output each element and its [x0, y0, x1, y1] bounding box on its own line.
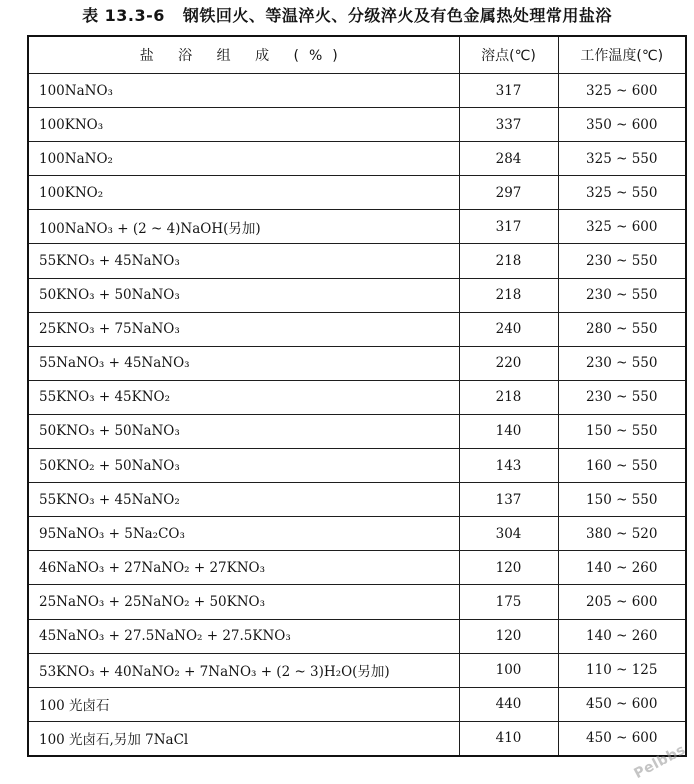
cell-composition: 55NaNO₃ + 45NaNO₃ [28, 346, 459, 380]
cell-working-temp: 230 ~ 550 [558, 380, 686, 414]
cell-working-temp: 350 ~ 600 [558, 108, 686, 142]
cell-composition: 50KNO₃ + 50NaNO₃ [28, 414, 459, 448]
cell-composition: 100NaNO₃ [28, 74, 459, 108]
salt-bath-table [27, 35, 687, 757]
cell-melting-point: 304 [459, 517, 558, 551]
table-number: 表 13.3-6 [82, 6, 165, 25]
cell-working-temp: 325 ~ 550 [558, 176, 686, 210]
table-row [28, 380, 686, 414]
table-row [28, 687, 686, 721]
cell-melting-point: 440 [459, 687, 558, 721]
cell-melting-point: 100 [459, 653, 558, 687]
cell-working-temp: 325 ~ 550 [558, 142, 686, 176]
cell-working-temp: 160 ~ 550 [558, 449, 686, 483]
cell-melting-point: 143 [459, 449, 558, 483]
cell-working-temp: 230 ~ 550 [558, 244, 686, 278]
cell-composition: 50KNO₃ + 50NaNO₃ [28, 278, 459, 312]
cell-working-temp: 140 ~ 260 [558, 619, 686, 653]
table-row [28, 483, 686, 517]
cell-composition: 100 光卤石 [28, 687, 459, 721]
cell-melting-point: 137 [459, 483, 558, 517]
table-row [28, 653, 686, 687]
cell-working-temp: 450 ~ 600 [558, 721, 686, 756]
cell-working-temp: 230 ~ 550 [558, 346, 686, 380]
cell-melting-point: 297 [459, 176, 558, 210]
table-row [28, 312, 686, 346]
cell-melting-point: 120 [459, 619, 558, 653]
table-row [28, 517, 686, 551]
table-row [28, 551, 686, 585]
cell-composition: 55KNO₃ + 45NaNO₂ [28, 483, 459, 517]
cell-melting-point: 337 [459, 108, 558, 142]
cell-working-temp: 230 ~ 550 [558, 278, 686, 312]
header-composition: 盐 浴 组 成 (%) [28, 36, 459, 74]
table-row [28, 449, 686, 483]
cell-composition: 95NaNO₃ + 5Na₂CO₃ [28, 517, 459, 551]
cell-composition: 100NaNO₂ [28, 142, 459, 176]
cell-working-temp: 380 ~ 520 [558, 517, 686, 551]
cell-melting-point: 218 [459, 380, 558, 414]
cell-melting-point: 220 [459, 346, 558, 380]
table-row [28, 244, 686, 278]
table-row [28, 346, 686, 380]
table-row [28, 721, 686, 756]
cell-composition: 100KNO₂ [28, 176, 459, 210]
table-row [28, 176, 686, 210]
cell-working-temp: 150 ~ 550 [558, 414, 686, 448]
cell-working-temp: 280 ~ 550 [558, 312, 686, 346]
cell-composition: 25NaNO₃ + 25NaNO₂ + 50KNO₃ [28, 585, 459, 619]
cell-composition: 53KNO₃ + 40NaNO₂ + 7NaNO₃ + (2 ~ 3)H₂O(另加) [28, 653, 459, 687]
cell-melting-point: 240 [459, 312, 558, 346]
cell-composition: 55KNO₃ + 45NaNO₃ [28, 244, 459, 278]
cell-melting-point: 140 [459, 414, 558, 448]
header-melting-point: 溶点(℃) [459, 36, 558, 74]
watermark-logo: Pelbbs [631, 741, 689, 783]
cell-melting-point: 284 [459, 142, 558, 176]
table-row [28, 414, 686, 448]
cell-composition: 45NaNO₃ + 27.5NaNO₂ + 27.5KNO₃ [28, 619, 459, 653]
table-caption [0, 3, 694, 26]
cell-melting-point: 218 [459, 278, 558, 312]
cell-composition: 100KNO₃ [28, 108, 459, 142]
table-row [28, 210, 686, 244]
table-row [28, 74, 686, 108]
cell-working-temp: 450 ~ 600 [558, 687, 686, 721]
table-header-row [28, 36, 686, 74]
cell-melting-point: 317 [459, 74, 558, 108]
cell-composition: 55KNO₃ + 45KNO₂ [28, 380, 459, 414]
cell-composition: 100NaNO₃ + (2 ~ 4)NaOH(另加) [28, 210, 459, 244]
table-row [28, 108, 686, 142]
table-row [28, 585, 686, 619]
cell-composition: 25KNO₃ + 75NaNO₃ [28, 312, 459, 346]
cell-melting-point: 218 [459, 244, 558, 278]
cell-composition: 46NaNO₃ + 27NaNO₂ + 27KNO₃ [28, 551, 459, 585]
header-working-temp: 工作温度(℃) [558, 36, 686, 74]
table-row [28, 278, 686, 312]
table-title: 钢铁回火、等温淬火、分级淬火及有色金属热处理常用盐浴 [182, 6, 612, 25]
cell-working-temp: 325 ~ 600 [558, 74, 686, 108]
cell-melting-point: 120 [459, 551, 558, 585]
cell-composition: 100 光卤石,另加 7NaCl [28, 721, 459, 756]
cell-working-temp: 110 ~ 125 [558, 653, 686, 687]
table-row [28, 619, 686, 653]
cell-melting-point: 410 [459, 721, 558, 756]
cell-working-temp: 205 ~ 600 [558, 585, 686, 619]
cell-composition: 50KNO₂ + 50NaNO₃ [28, 449, 459, 483]
cell-melting-point: 317 [459, 210, 558, 244]
cell-working-temp: 140 ~ 260 [558, 551, 686, 585]
table-body [28, 74, 686, 756]
cell-melting-point: 175 [459, 585, 558, 619]
table-row [28, 142, 686, 176]
cell-working-temp: 150 ~ 550 [558, 483, 686, 517]
cell-working-temp: 325 ~ 600 [558, 210, 686, 244]
